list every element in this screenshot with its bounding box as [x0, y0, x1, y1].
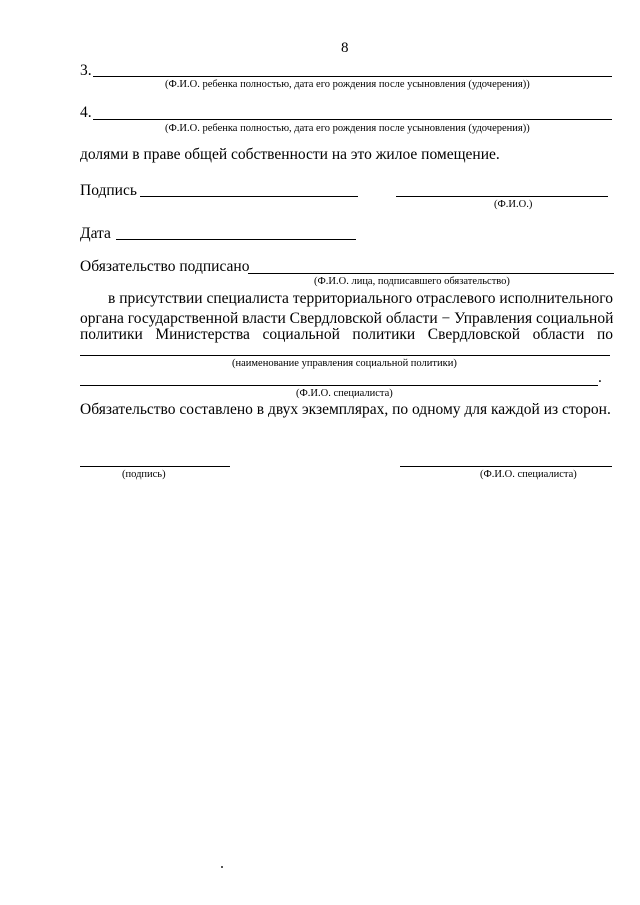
obligation-label: Обязательство подписано — [80, 258, 250, 275]
copies-text: Обязательство составлено в двух экземплярах, по одному для каждой из сторон. — [80, 401, 611, 418]
item-3-caption: (Ф.И.О. ребенка полностью, дата его рождения после усыновления (удочерения)) — [165, 79, 530, 90]
management-name-line[interactable] — [80, 355, 610, 356]
item-number-3: 3. — [80, 62, 92, 79]
presence-line-3: политики Министерства социальной политики Свердловской области по — [80, 326, 613, 343]
specialist-line-period: . — [598, 369, 602, 386]
obligation-signer-caption: (Ф.И.О. лица, подписавшего обязательство) — [314, 276, 510, 287]
scan-speck — [221, 866, 223, 868]
presence-line-1: в присутствии специалиста территориального отраслевого исполнительного — [108, 290, 613, 307]
specialist-name-caption: (Ф.И.О. специалиста) — [296, 388, 393, 399]
signature-label: Подпись — [80, 182, 137, 199]
bottom-specialist-name-line[interactable] — [400, 466, 612, 467]
shares-text: долями в праве общей собственности на это жилое помещение. — [80, 146, 500, 163]
date-line[interactable] — [116, 239, 356, 240]
signature-line[interactable] — [140, 196, 358, 197]
item-number-4: 4. — [80, 104, 92, 121]
presence-line-2: органа государственной власти Свердловской области − Управления социальной — [80, 310, 614, 327]
item-4-fill-line[interactable] — [93, 119, 612, 120]
date-label: Дата — [80, 225, 111, 242]
page-number: 8 — [341, 40, 349, 56]
obligation-signer-line[interactable] — [248, 273, 614, 274]
item-3-fill-line[interactable] — [93, 76, 612, 77]
bottom-specialist-name-caption: (Ф.И.О. специалиста) — [480, 469, 577, 480]
signature-name-caption: (Ф.И.О.) — [494, 199, 533, 210]
bottom-signature-caption: (подпись) — [122, 469, 166, 480]
management-name-caption: (наименование управления социальной политики) — [232, 358, 457, 369]
signature-name-line[interactable] — [396, 196, 608, 197]
specialist-name-line[interactable] — [80, 385, 598, 386]
item-4-caption: (Ф.И.О. ребенка полностью, дата его рождения после усыновления (удочерения)) — [165, 123, 530, 134]
bottom-signature-line[interactable] — [80, 466, 230, 467]
